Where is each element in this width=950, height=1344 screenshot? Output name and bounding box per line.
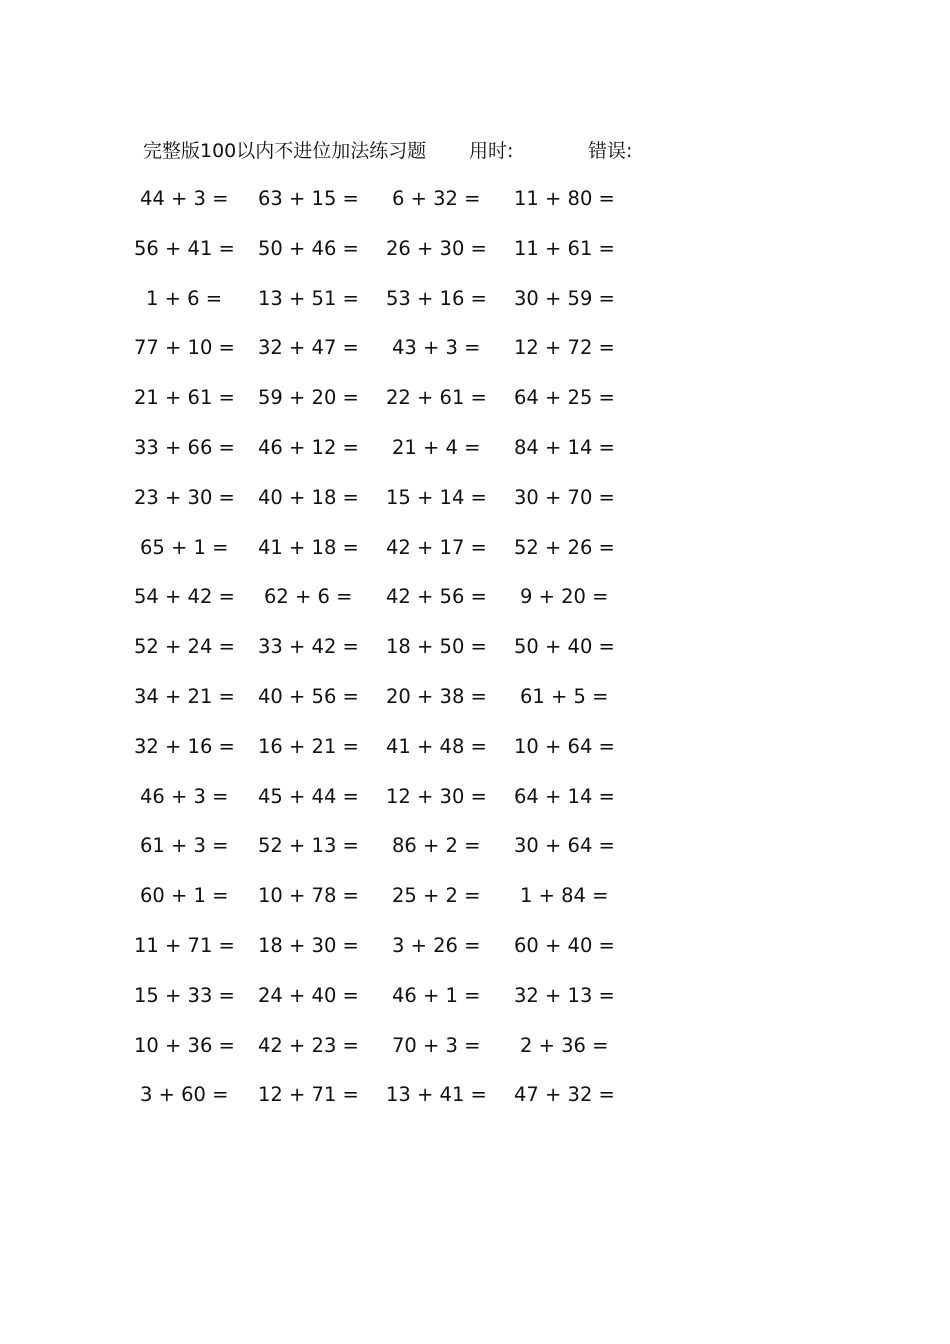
problem-item: 18 + 50 = <box>386 635 487 659</box>
problem-item: 34 + 21 = <box>134 684 235 708</box>
problem-item: 10 + 64 = <box>514 734 615 758</box>
problem-item: 61 + 5 = <box>520 684 609 708</box>
problem-row <box>134 384 643 434</box>
problem-item: 77 + 10 = <box>134 336 235 360</box>
problem-item: 44 + 3 = <box>140 187 229 210</box>
problem-item: 33 + 42 = <box>258 635 359 659</box>
problem-item: 50 + 40 = <box>514 635 615 659</box>
problem-item: 15 + 14 = <box>386 485 487 509</box>
problem-item: 41 + 48 = <box>386 734 487 758</box>
problem-row <box>134 1032 643 1082</box>
problem-item: 64 + 25 = <box>514 386 615 410</box>
problem-item: 1 + 84 = <box>520 884 609 908</box>
problem-row <box>134 733 643 783</box>
problem-item: 40 + 18 = <box>258 485 359 509</box>
problem-item: 52 + 13 = <box>258 834 359 858</box>
problem-row <box>134 484 643 534</box>
problem-item: 60 + 1 = <box>140 884 229 908</box>
problem-item: 65 + 1 = <box>140 535 229 559</box>
problem-item: 21 + 4 = <box>392 435 481 459</box>
problem-item: 12 + 72 = <box>514 336 615 360</box>
problem-row <box>140 534 643 584</box>
problem-row <box>134 583 643 633</box>
problem-row <box>134 683 643 733</box>
problem-item: 53 + 16 = <box>386 286 487 310</box>
problem-item: 40 + 56 = <box>258 684 359 708</box>
problem-item: 26 + 30 = <box>386 236 487 260</box>
problem-item: 24 + 40 = <box>258 983 359 1007</box>
problem-row <box>134 434 643 484</box>
problem-item: 50 + 46 = <box>258 236 359 260</box>
problem-item: 32 + 47 = <box>258 336 359 360</box>
problem-row <box>140 1081 643 1131</box>
problem-item: 33 + 66 = <box>134 435 235 459</box>
problem-item: 63 + 15 = <box>258 187 359 210</box>
error-label: 错误: <box>588 140 633 162</box>
problem-item: 86 + 2 = <box>392 834 481 858</box>
problem-item: 84 + 14 = <box>514 435 615 459</box>
problem-row <box>134 633 643 683</box>
problem-item: 54 + 42 = <box>134 585 235 609</box>
problem-item: 3 + 60 = <box>140 1083 229 1107</box>
problem-item: 15 + 33 = <box>134 983 235 1007</box>
problem-item: 52 + 24 = <box>134 635 235 659</box>
problem-row <box>134 334 643 384</box>
problem-row <box>143 285 643 335</box>
problem-item: 42 + 17 = <box>386 535 487 559</box>
problem-item: 30 + 70 = <box>514 485 615 509</box>
problem-item: 70 + 3 = <box>392 1033 481 1057</box>
problem-row <box>134 932 643 982</box>
problem-item: 23 + 30 = <box>134 485 235 509</box>
problem-item: 10 + 78 = <box>258 884 359 908</box>
problem-item: 12 + 30 = <box>386 784 487 808</box>
problem-grid <box>134 185 643 1131</box>
problem-item: 64 + 14 = <box>514 784 615 808</box>
problem-item: 18 + 30 = <box>258 933 359 957</box>
problem-item: 46 + 3 = <box>140 784 229 808</box>
problem-item: 13 + 51 = <box>258 286 359 310</box>
problem-item: 21 + 61 = <box>134 386 235 410</box>
problem-row <box>134 235 643 285</box>
problem-item: 30 + 64 = <box>514 834 615 858</box>
problem-item: 61 + 3 = <box>140 834 229 858</box>
problem-item: 46 + 1 = <box>392 983 481 1007</box>
problem-item: 56 + 41 = <box>134 236 235 260</box>
problem-item: 6 + 32 = <box>392 187 481 210</box>
problem-item: 11 + 80 = <box>514 187 615 210</box>
problem-item: 11 + 61 = <box>514 236 615 260</box>
problem-item: 12 + 71 = <box>258 1083 359 1107</box>
problem-item: 16 + 21 = <box>258 734 359 758</box>
problem-item: 32 + 13 = <box>514 983 615 1007</box>
problem-item: 22 + 61 = <box>386 386 487 410</box>
problem-item: 2 + 36 = <box>520 1033 609 1057</box>
time-label: 用时: <box>469 140 514 162</box>
problem-item: 1 + 6 = <box>146 286 223 310</box>
problem-item: 42 + 56 = <box>386 585 487 609</box>
page-title: 完整版100以内不进位加法练习题 <box>143 140 427 162</box>
problem-item: 62 + 6 = <box>264 585 353 609</box>
problem-item: 13 + 41 = <box>386 1083 487 1107</box>
problem-item: 30 + 59 = <box>514 286 615 310</box>
problem-item: 25 + 2 = <box>392 884 481 908</box>
problem-item: 42 + 23 = <box>258 1033 359 1057</box>
problem-row <box>140 882 643 932</box>
problem-item: 32 + 16 = <box>134 734 235 758</box>
problem-item: 59 + 20 = <box>258 386 359 410</box>
problem-item: 10 + 36 = <box>134 1033 235 1057</box>
problem-item: 45 + 44 = <box>258 784 359 808</box>
problem-item: 3 + 26 = <box>392 933 481 957</box>
problem-item: 46 + 12 = <box>258 435 359 459</box>
problem-item: 20 + 38 = <box>386 684 487 708</box>
problem-item: 60 + 40 = <box>514 933 615 957</box>
problem-item: 41 + 18 = <box>258 535 359 559</box>
problem-item: 52 + 26 = <box>514 535 615 559</box>
problem-item: 9 + 20 = <box>520 585 609 609</box>
problem-item: 47 + 32 = <box>514 1083 615 1107</box>
problem-row <box>140 783 643 833</box>
problem-item: 43 + 3 = <box>392 336 481 360</box>
problem-row <box>140 832 643 882</box>
problem-row <box>134 982 643 1032</box>
problem-row <box>140 185 643 235</box>
problem-item: 11 + 71 = <box>134 933 235 957</box>
